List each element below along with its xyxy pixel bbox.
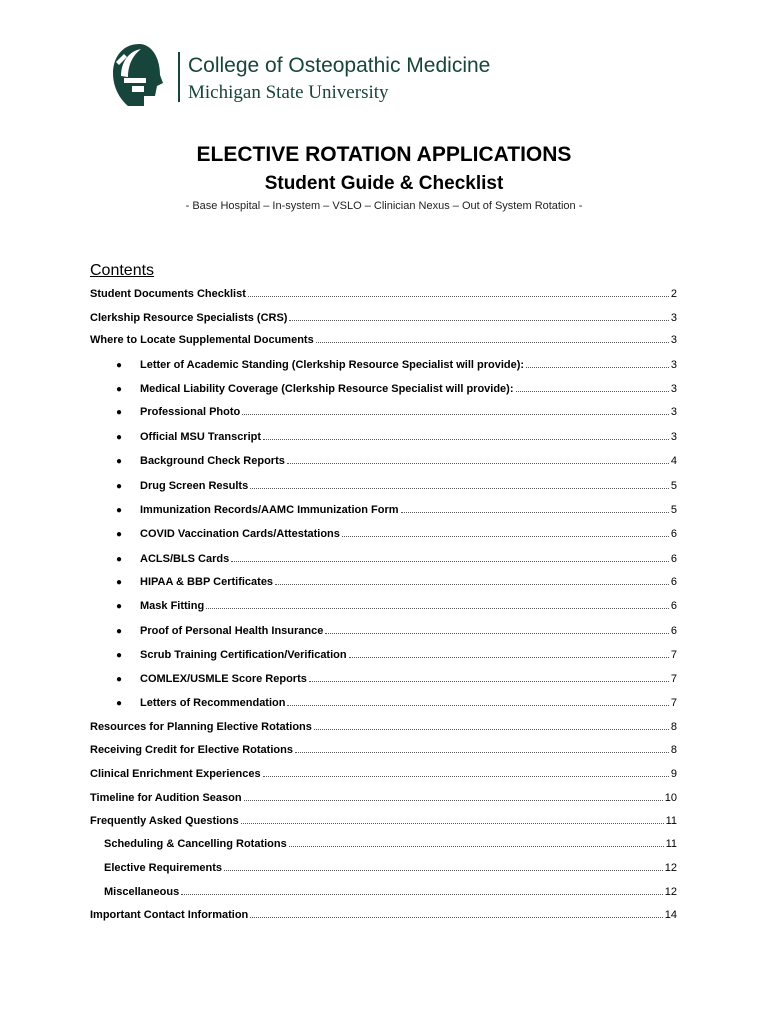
dot-leader xyxy=(242,414,669,415)
toc-entry-label: Receiving Credit for Elective Rotations xyxy=(90,744,293,756)
toc-entry-label: Clerkship Resource Specialists (CRS) xyxy=(90,312,288,324)
bullet-icon: ● xyxy=(116,698,123,709)
toc-entry-page: 3 xyxy=(670,359,677,371)
document-subtitle: Student Guide & Checklist xyxy=(264,173,504,194)
dot-leader xyxy=(314,729,669,730)
document-title: ELECTIVE ROTATION APPLICATIONS xyxy=(196,143,572,166)
toc-entry-label: Official MSU Transcript xyxy=(140,431,262,443)
toc-entry-page: 5 xyxy=(670,504,677,516)
dot-leader xyxy=(231,561,669,562)
toc-entry[interactable] xyxy=(90,720,677,734)
bullet-icon: ● xyxy=(116,360,123,371)
toc-entry[interactable] xyxy=(116,405,677,419)
toc-entry-label: Miscellaneous xyxy=(104,886,180,898)
toc-entry-label: COMLEX/USMLE Score Reports xyxy=(140,673,307,685)
dot-leader xyxy=(263,776,669,777)
toc-entry-page: 6 xyxy=(670,576,677,588)
dot-leader xyxy=(316,342,669,343)
toc-entry-page: 8 xyxy=(670,721,677,733)
dot-leader xyxy=(342,536,669,537)
toc-entry[interactable] xyxy=(116,648,677,662)
toc-entry-page: 14 xyxy=(664,909,677,921)
bullet-icon: ● xyxy=(116,384,123,395)
toc-entry-page: 7 xyxy=(670,697,677,709)
toc-entry[interactable] xyxy=(116,503,677,517)
toc-entry[interactable] xyxy=(104,837,677,851)
toc-entry-page: 12 xyxy=(664,886,677,898)
dot-leader xyxy=(206,608,669,609)
toc-entry[interactable] xyxy=(90,908,677,922)
toc-entry[interactable] xyxy=(116,358,677,372)
toc-entry-label: Student Documents Checklist xyxy=(90,288,246,300)
toc-entry-label: HIPAA & BBP Certificates xyxy=(140,576,274,588)
dot-leader xyxy=(275,584,669,585)
toc-entry[interactable] xyxy=(90,287,677,301)
toc-entry-label: Clinical Enrichment Experiences xyxy=(90,768,261,780)
toc-entry-page: 12 xyxy=(664,862,677,874)
bullet-icon: ● xyxy=(116,674,123,685)
toc-entry-page: 7 xyxy=(670,649,677,661)
toc-entry[interactable] xyxy=(116,479,677,493)
toc-entry-label: ACLS/BLS Cards xyxy=(140,553,230,565)
toc-entry[interactable] xyxy=(116,599,677,613)
dot-leader xyxy=(263,439,669,440)
toc-entry[interactable] xyxy=(90,333,677,347)
toc-entry-label: Medical Liability Coverage (Clerkship Resource Specialist will provide): xyxy=(140,383,514,395)
dot-leader xyxy=(309,681,669,682)
dot-leader xyxy=(287,705,668,706)
dot-leader xyxy=(516,391,669,392)
dot-leader xyxy=(241,823,664,824)
toc-entry-page: 10 xyxy=(664,792,677,804)
college-name: College of Osteopathic Medicine xyxy=(188,54,491,77)
bullet-icon: ● xyxy=(116,601,123,612)
toc-entry[interactable] xyxy=(116,552,677,566)
toc-entry-page: 7 xyxy=(670,673,677,685)
toc-entry[interactable] xyxy=(116,430,677,444)
toc-entry-page: 3 xyxy=(670,312,677,324)
toc-entry-label: Proof of Personal Health Insurance xyxy=(140,625,324,637)
toc-entry-page: 3 xyxy=(670,431,677,443)
bullet-icon: ● xyxy=(116,529,123,540)
toc-entry-label: Letter of Academic Standing (Clerkship Resource Specialist will provide): xyxy=(140,359,525,371)
toc-entry-label: Professional Photo xyxy=(140,406,241,418)
bullet-icon: ● xyxy=(116,456,123,467)
toc-entry[interactable] xyxy=(90,743,677,757)
dot-leader xyxy=(287,463,669,464)
dot-leader xyxy=(250,917,662,918)
toc-entry[interactable] xyxy=(116,672,677,686)
toc-entry-label: Where to Locate Supplemental Documents xyxy=(90,334,314,346)
toc-entry[interactable] xyxy=(116,575,677,589)
dot-leader xyxy=(244,800,663,801)
spartan-helmet-icon xyxy=(110,42,168,110)
bullet-icon: ● xyxy=(116,481,123,492)
dot-leader xyxy=(325,633,669,634)
dot-leader xyxy=(224,870,663,871)
toc-entry[interactable] xyxy=(104,861,677,875)
toc-entry[interactable] xyxy=(90,791,677,805)
toc-entry-page: 3 xyxy=(670,334,677,346)
toc-entry[interactable] xyxy=(116,382,677,396)
dot-leader xyxy=(401,512,669,513)
toc-entry[interactable] xyxy=(116,624,677,638)
bullet-icon: ● xyxy=(116,432,123,443)
toc-entry-label: Resources for Planning Elective Rotations xyxy=(90,721,312,733)
toc-entry-label: Scheduling & Cancelling Rotations xyxy=(104,838,287,850)
toc-entry-page: 6 xyxy=(670,528,677,540)
bullet-icon: ● xyxy=(116,407,123,418)
dot-leader xyxy=(248,296,669,297)
bullet-icon: ● xyxy=(116,650,123,661)
university-name: Michigan State University xyxy=(188,82,389,103)
contents-heading: Contents xyxy=(90,262,155,279)
toc-entry-page: 5 xyxy=(670,480,677,492)
toc-entry[interactable] xyxy=(116,454,677,468)
toc-entry-label: Important Contact Information xyxy=(90,909,249,921)
toc-entry-label: Frequently Asked Questions xyxy=(90,815,239,827)
toc-entry-label: Elective Requirements xyxy=(104,862,222,874)
toc-entry-page: 3 xyxy=(670,406,677,418)
toc-entry-page: 9 xyxy=(670,768,677,780)
bullet-icon: ● xyxy=(116,577,123,588)
toc-entry[interactable] xyxy=(90,814,677,828)
toc-entry-page: 6 xyxy=(670,600,677,612)
dot-leader xyxy=(289,320,668,321)
dot-leader xyxy=(289,846,664,847)
toc-entry[interactable] xyxy=(116,527,677,541)
toc-entry-label: Drug Screen Results xyxy=(140,480,249,492)
toc-entry-label: Background Check Reports xyxy=(140,455,285,467)
toc-entry-label: Scrub Training Certification/Verification xyxy=(140,649,347,661)
toc-entry[interactable] xyxy=(90,767,677,781)
dot-leader xyxy=(181,894,663,895)
bullet-icon: ● xyxy=(116,554,123,565)
dot-leader xyxy=(526,367,669,368)
toc-entry-label: Immunization Records/AAMC Immunization Form xyxy=(140,504,399,516)
toc-entry-page: 11 xyxy=(665,838,677,850)
toc-entry-label: COVID Vaccination Cards/Attestations xyxy=(140,528,340,540)
toc-entry-label: Mask Fitting xyxy=(140,600,205,612)
bullet-icon: ● xyxy=(116,505,123,516)
toc-entry-page: 2 xyxy=(670,288,677,300)
toc-entry-page: 8 xyxy=(670,744,677,756)
dot-leader xyxy=(250,488,669,489)
toc-entry-page: 6 xyxy=(670,553,677,565)
dot-leader xyxy=(295,752,669,753)
toc-entry-page: 4 xyxy=(670,455,677,467)
document-header xyxy=(110,40,630,112)
toc-entry-label: Letters of Recommendation xyxy=(140,697,286,709)
bullet-icon: ● xyxy=(116,626,123,637)
toc-entry-page: 3 xyxy=(670,383,677,395)
toc-entry[interactable] xyxy=(90,311,677,325)
header-divider xyxy=(178,52,180,102)
dot-leader xyxy=(349,657,669,658)
toc-entry[interactable] xyxy=(116,696,677,710)
toc-entry-page: 6 xyxy=(670,625,677,637)
toc-entry-page: 11 xyxy=(665,815,677,827)
document-tagline: - Base Hospital – In-system – VSLO – Clinician Nexus – Out of System Rotation - xyxy=(185,200,583,212)
toc-entry-label: Timeline for Audition Season xyxy=(90,792,242,804)
toc-entry[interactable] xyxy=(104,885,677,899)
